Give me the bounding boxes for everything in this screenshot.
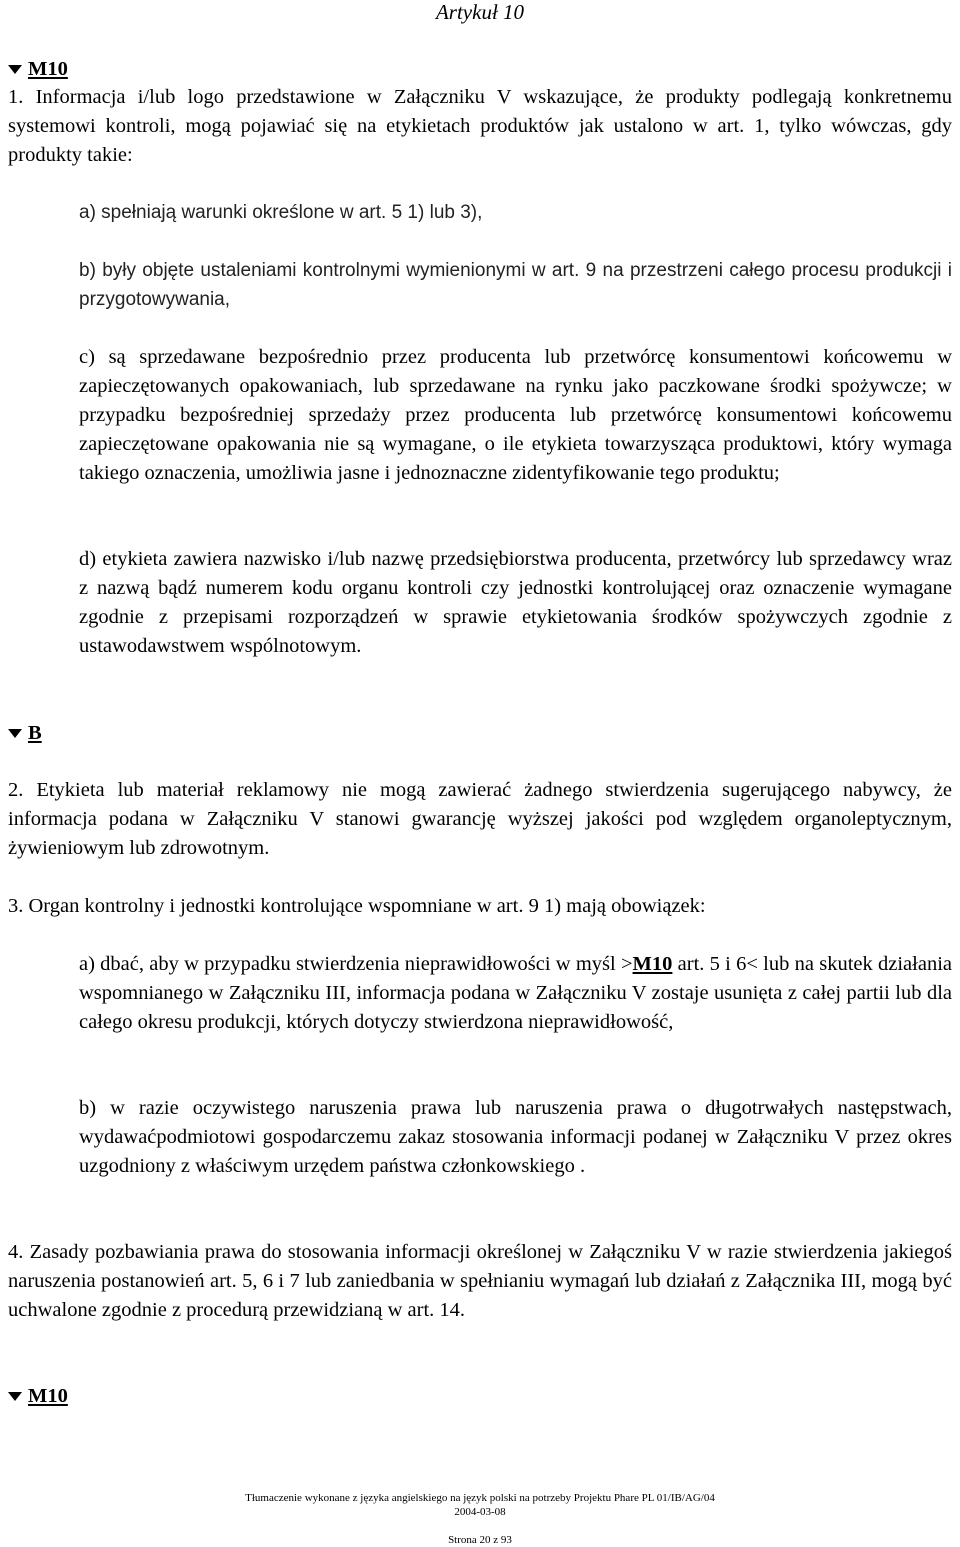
item-1a: a) spełniają warunki określone w art. 5 1) lub 3), — [79, 202, 483, 223]
item-1d: d) etykieta zawiera nazwisko i/lub nazwę przedsiębiorstwa producenta, przetwórcy lub sprzedawcy wraz z nazwą bądź numerem kodu organu kontroli czy jednostki kontrolującej oraz oznaczenie wymagane zgodnie z przepisami rozporządzeń w sprawie etykietowania środków spożywczych zgodnie z ustawodawstwem wspólnotowym. — [79, 548, 952, 657]
item-1c: c) są sprzedawane bezpośrednio przez producenta lub przetwórcę konsumentowi końcowemu w zapieczętowanych opakowaniach, lub sprzedawane na rynku jako paczkowane środki spożywcze; w przypadku bezpośredniej sprzedaży przez producenta lub przetwórcę konsumentowi końcowemu zapieczętowane opakowania nie są wymagane, o ile etykieta towarzysząca produktowi, który wymaga takiego oznaczenia, umożliwia jasne i jednoznaczne zidentyfikowanie tego produktu; — [79, 346, 952, 484]
triangle-down-icon — [8, 729, 22, 738]
paragraph-4: 4. Zasady pozbawiania prawa do stosowania informacji określonej w Załączniku V w razie stwierdzenia jakiegoś naruszenia postanowień art. 5, 6 i 7 lub zaniedbania w spełnianiu wymagań lub działań z Załącznika III, mogą być uchwalone zgodnie z procedurą przewidzianą w art. 14. — [8, 1241, 952, 1321]
paragraph-1: 1. Informacja i/lub logo przedstawione w Załączniku V wskazujące, że produkty podlegają konkretnemu systemowi kontroli, mogą pojawiać się na etykietach produktów jak ustalono w art. 1, tylko wówczas, gdy produkty takie: — [8, 86, 952, 166]
paragraph-3: 3. Organ kontrolny i jednostki kontrolujące wspomniane w art. 9 1) mają obowiązek: — [8, 895, 706, 917]
triangle-down-icon — [8, 65, 22, 74]
amendment-marker-b[interactable] — [8, 719, 42, 747]
marker-label: M10 — [28, 1385, 68, 1407]
item-3a — [79, 950, 952, 1037]
article-title: Artykuł 10 — [435, 0, 525, 24]
amendment-reference-m10[interactable]: M10 — [632, 953, 673, 975]
marker-label: B — [28, 722, 42, 744]
marker-label: M10 — [28, 58, 68, 80]
item-3b: b) w razie oczywistego naruszenia prawa lub naruszenia prawa o długotrwałych następstwach, wydawaćpodmiotowi gospodarczemu zakaz stosowania informacji podanej w Załączniku V przez okres uzgodniony z właściwym urzędem państwa członkowskiego . — [79, 1097, 952, 1177]
page-number: Strona 20 z 93 — [448, 1534, 512, 1546]
item-3a-text-end: art. 5 i 6< lub na skutek działania wspomnianego w Załączniku III, informacja podana w Załączniku V zostaje usunięta z całej partii lub dla całego okresu produkcji, których dotyczy stwierdzona nieprawidłowość, — [79, 953, 952, 1033]
amendment-marker-m10-top[interactable] — [8, 55, 68, 83]
amendment-marker-m10-bottom[interactable] — [8, 1382, 68, 1410]
footer-translation-note: Tłumaczenie wykonane z języka angielskiego na język polski na potrzeby Projektu Phare PL 01/IB/AG/04 — [245, 1492, 715, 1504]
footer-date: 2004-03-08 — [454, 1506, 506, 1518]
item-1b: b) były objęte ustaleniami kontrolnymi wymienionymi w art. 9 na przestrzeni całego procesu produkcji i przygotowywania, — [79, 260, 952, 310]
triangle-down-icon — [8, 1392, 22, 1401]
paragraph-2: 2. Etykieta lub materiał reklamowy nie mogą zawierać żadnego stwierdzenia sugerującego nabywcy, że informacja podana w Załączniku V stanowi gwarancję wyższej jakości pod względem organoleptycznym, żywieniowym lub zdrowotnym. — [8, 779, 952, 859]
item-3a-text-start: a) dbać, aby w przypadku stwierdzenia nieprawidłowości w myśl > — [79, 953, 633, 975]
